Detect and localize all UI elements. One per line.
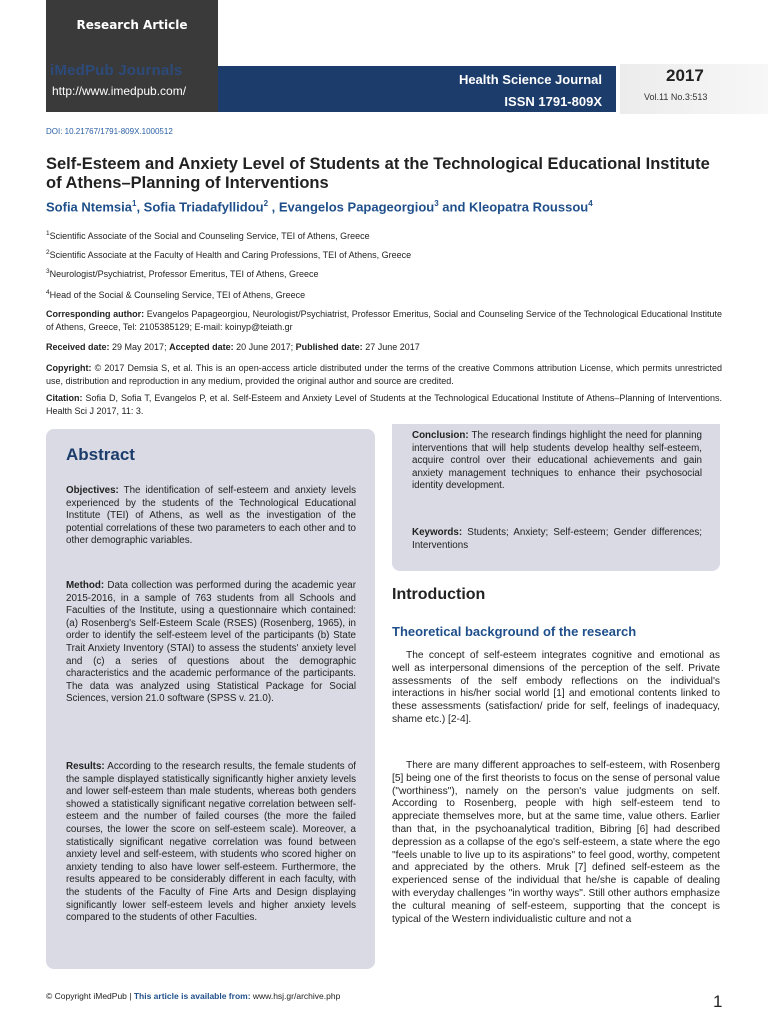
author-name: Sofia Triadafyllidou bbox=[143, 199, 264, 215]
footer-archive-link[interactable]: www.hsj.gr/archive.php bbox=[250, 991, 341, 1001]
corresponding-author bbox=[46, 308, 722, 333]
citation-label: Citation: bbox=[46, 393, 83, 403]
issue-year: 2017 bbox=[666, 66, 704, 85]
author-list bbox=[46, 199, 726, 214]
affiliation-text: Scientific Associate at the Faculty of Health and Caring Professions, TEI of Athens, Greece bbox=[49, 250, 412, 260]
footer-available-label: This article is available from: bbox=[133, 991, 251, 1001]
journal-issn: ISSN 1791-809X bbox=[504, 94, 602, 109]
results-text: According to the research results, the female students of the sample displayed statistically significantly higher anxiety levels and lower self-esteem than male students, whereas both genders showed a statistically significant negative correlation between self-esteem and the number of failed courses (the more the failed courses, the lower the score on self-esteem scale). Moreover, a statistically significant negative correlation was found between anxiety level and self-esteem, with students who scored higher on anxiety tending to also have lower self-esteem. Furthermore, the results appeared to be considerably different in each faculty, with the students of the Faculty of Fine Arts and Design displaying significantly lower self-esteem levels and higher anxiety levels compared to the students of other Faculties. bbox=[66, 761, 356, 924]
abstract-heading: Abstract bbox=[66, 445, 135, 464]
abstract-keywords bbox=[412, 527, 702, 552]
copyright-label: Copyright: bbox=[46, 363, 92, 373]
abstract-method bbox=[66, 580, 356, 706]
affiliation-number: 2 bbox=[46, 249, 50, 256]
author-name: Evangelos Papageorgiou bbox=[278, 199, 435, 215]
copyright-notice bbox=[46, 362, 722, 387]
author-name: Kleopatra Roussou bbox=[469, 199, 589, 215]
affiliation-text: Head of the Social & Counseling Service, TEI of Athens, Greece bbox=[49, 290, 306, 300]
journal-banner bbox=[218, 66, 616, 112]
conclusion-text: The research findings highlight the need for planning interventions that will help students develop healthy self-esteem, acquire control over their educational achievements and gain anxiety management techniques to enhance their psychosocial identity development. bbox=[412, 430, 702, 492]
author-affil-number: 4 bbox=[588, 199, 593, 208]
intro-paragraph-2: There are many different approaches to self-esteem, with Rosenberg [5] being one of the first theorists to focus on the sense of personal value ("worthiness"), namely on the person's value judgments on self. According to Rosenberg, people with high self-esteem tend to appreciate themselves more, but at the same time, value others. Earlier than that, in the psychoanalytical tradition, Bibring [6] had described depression as a collapse of the ego's self-esteem, a state where the ego "feels unable to live up to its aspirations" to feel good, worthy, competent and appreciated by the others. Mruk [7] defined self-esteem as the experienced sense of the individual that he/she is capable of dealing with everyday challenges "in worthy ways". Still other authors emphasize the cultural meaning of self-esteem, supporting that the concept is typical of the Western individualistic culture and not a bbox=[392, 760, 720, 925]
objectives-text: The identification of self-esteem and anxiety levels experienced by the students of the Technological Educational Institute (TEI) of Athens, as well as the investigation of the potential correlations of these two parameters to each other and to other demographic variables. bbox=[66, 485, 356, 547]
copyright-text: © 2017 Demsia S, et al. This is an open-access article distributed under the terms of the creative Commons attribution License, which permits unrestricted use, distribution and reproduction in any medium, provided the original author and source are credited. bbox=[46, 363, 722, 386]
affiliation-text: Scientific Associate of the Social and Counseling Service, TEI of Athens, Greece bbox=[49, 231, 370, 241]
published-label: Published date: bbox=[295, 342, 363, 352]
published-date: 27 June 2017 bbox=[362, 342, 420, 352]
citation bbox=[46, 392, 722, 417]
affiliation-text: Neurologist/Psychiatrist, Professor Emeritus, TEI of Athens, Greece bbox=[49, 269, 319, 279]
received-label: Received date: bbox=[46, 342, 110, 352]
affiliation-number: 4 bbox=[46, 289, 50, 296]
author-affil-number: 2 bbox=[263, 199, 269, 208]
author-separator: , bbox=[268, 199, 279, 215]
abstract-objectives bbox=[66, 485, 356, 548]
author-affil-number: 3 bbox=[434, 199, 439, 208]
publisher-url-link[interactable]: http://www.imedpub.com/ bbox=[52, 84, 187, 98]
affiliation-3 bbox=[46, 268, 726, 279]
corresponding-label: Corresponding author: bbox=[46, 309, 145, 319]
author-separator: and bbox=[438, 199, 470, 215]
introduction-heading: Introduction bbox=[392, 586, 486, 603]
page-footer bbox=[46, 991, 340, 1001]
affiliation-number: 1 bbox=[46, 230, 50, 237]
author-affil-number: 1 bbox=[131, 199, 137, 208]
corresponding-text: Evangelos Papageorgiou, Neurologist/Psychiatrist, Professor Emeritus, Social and Counseling Service of the Technological Educational Institute of Athens, Greece, Tel: 2105385129; E-mail: koinyp@teiath.gr bbox=[46, 309, 722, 332]
page-number: 1 bbox=[713, 992, 723, 1011]
affiliation-4 bbox=[46, 289, 726, 300]
abstract-panel bbox=[46, 429, 375, 969]
article-type-badge: Research Article bbox=[76, 18, 188, 32]
conclusion-label: Conclusion: bbox=[412, 430, 469, 441]
article-title: Self-Esteem and Anxiety Level of Students at the Technological Educational Institute of Athens–Planning of Interventions bbox=[46, 155, 710, 192]
publisher-brand: iMedPub Journals bbox=[50, 62, 183, 79]
accepted-label: Accepted date: bbox=[169, 342, 234, 352]
method-text: Data collection was performed during the academic year 2015-2016, in a sample of 763 students from all Schools and Faculties of the Institute, using a questionnaire which contained: (a) Rosenberg's Self-Esteem Scale (RSES) (Rosenberg, 1965), in order to identify the self-esteem level of the participants (b) State Trait Anxiety Inventory (STAI) to assess the students' anxiety level and (c) a series of questions about the demographic characteristics and the academic performance of the participants. The data was analyzed using Statistical Package for Social Sciences, version 21.0 software (SPSS v. 21.0). bbox=[66, 580, 356, 705]
objectives-label: Objectives: bbox=[66, 485, 119, 496]
doi-link[interactable]: DOI: 10.21767/1791-809X.1000512 bbox=[46, 127, 173, 136]
affiliation-number: 3 bbox=[46, 268, 50, 275]
abstract-continuation-panel bbox=[392, 424, 720, 571]
affiliation-1 bbox=[46, 230, 726, 241]
results-label: Results: bbox=[66, 761, 105, 772]
abstract-conclusion bbox=[412, 430, 702, 493]
citation-text: Sofia D, Sofia T, Evangelos P, et al. Self-Esteem and Anxiety Level of Students at the Technological Educational Institute of Athens–Planning of Interventions. Health Sci J 2017, 11: 3. bbox=[46, 393, 722, 416]
article-dates bbox=[46, 341, 722, 354]
abstract-results bbox=[66, 761, 356, 925]
author-separator: , bbox=[136, 199, 144, 215]
section-subheading: Theoretical background of the research bbox=[392, 624, 637, 639]
method-label: Method: bbox=[66, 580, 105, 591]
issue-volume: Vol.11 No.3:513 bbox=[644, 92, 708, 102]
issue-info bbox=[620, 64, 768, 114]
author-name: Sofia Ntemsia bbox=[46, 199, 132, 215]
keywords-label: Keywords: bbox=[412, 527, 463, 538]
publisher-logo-block bbox=[46, 0, 218, 112]
footer-copyright: © Copyright iMedPub | bbox=[46, 991, 134, 1001]
received-date: 29 May 2017; bbox=[109, 342, 170, 352]
accepted-date: 20 June 2017; bbox=[233, 342, 296, 352]
journal-name: Health Science Journal bbox=[458, 72, 602, 87]
affiliation-2 bbox=[46, 249, 726, 260]
intro-paragraph-1: The concept of self-esteem integrates cognitive and emotional as well as interpersonal dimensions of the perception of the self. Private assessments of the self embody reflections on the individual's interactions in his/her social world [1] and emotional contents linked to these assessments (satisfaction/ pride for self, feelings of inadequacy, shame etc.) [2-4]. bbox=[392, 650, 720, 725]
keywords-text: Students; Anxiety; Self-esteem; Gender differences; Interventions bbox=[412, 527, 702, 551]
